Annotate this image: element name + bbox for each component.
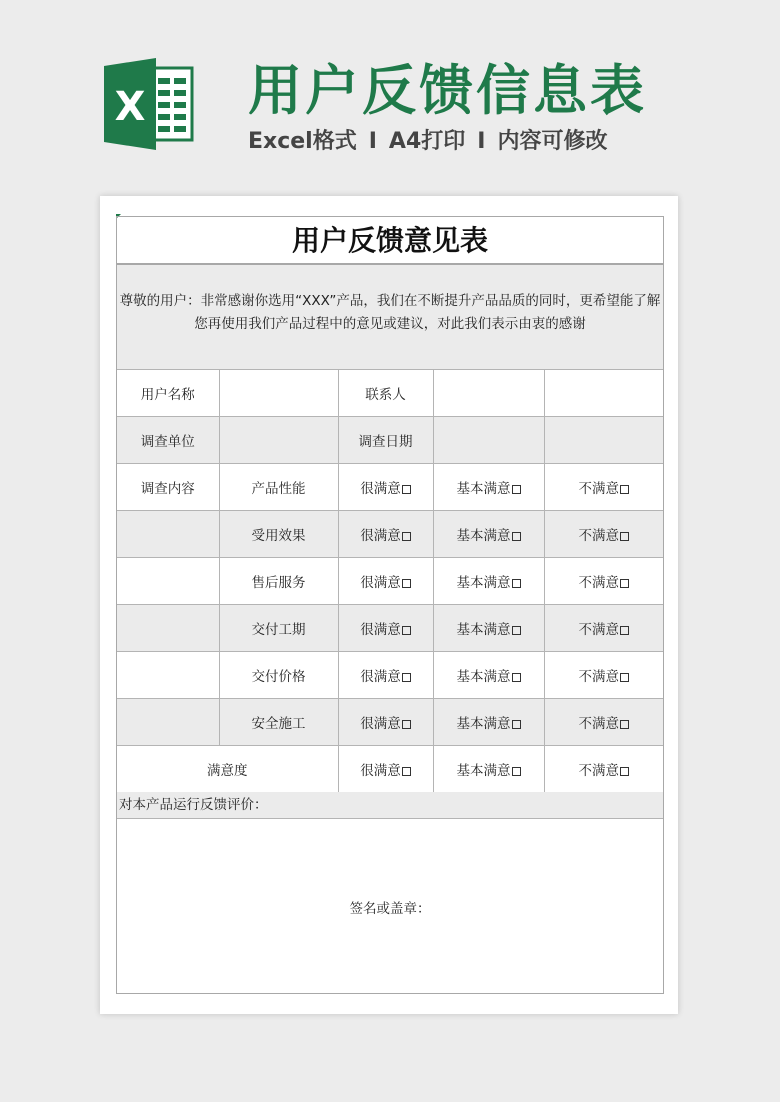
username-field[interactable]: [219, 370, 338, 417]
item-label: 交付工期: [219, 605, 338, 652]
checkbox-icon[interactable]: [402, 626, 411, 635]
item-label: 交付价格: [219, 652, 338, 699]
option-very-satisfied[interactable]: 很满意: [338, 464, 433, 511]
checkbox-icon[interactable]: [512, 767, 521, 776]
blank-cell: [117, 558, 219, 605]
option-basically-satisfied[interactable]: 基本满意: [433, 605, 544, 652]
table-row: [117, 746, 663, 793]
checkbox-icon[interactable]: [402, 767, 411, 776]
document-page: [100, 196, 678, 1014]
option-dissatisfied[interactable]: 不满意: [544, 464, 663, 511]
checkbox-icon[interactable]: [402, 532, 411, 541]
username-label: 用户名称: [117, 370, 219, 417]
excel-logo-icon: [102, 56, 198, 152]
item-label: 产品性能: [219, 464, 338, 511]
option-very-satisfied[interactable]: 很满意: [338, 699, 433, 746]
contact-field-extra[interactable]: [544, 370, 663, 417]
blank-cell: [117, 511, 219, 558]
checkbox-icon[interactable]: [620, 673, 629, 682]
blank-cell: [117, 652, 219, 699]
form-intro-text: 尊敬的用户：非常感谢你选用“XXX”产品，我们在不断提升产品品质的同时，更希望能了解您再使用我们产品过程中的意见或建议，对此我们表示由衷的感谢: [117, 265, 663, 370]
option-basically-satisfied[interactable]: 基本满意: [433, 558, 544, 605]
subtitle-format: Excel格式: [248, 129, 357, 154]
banner-subtitle: [248, 124, 607, 160]
checkbox-icon[interactable]: [402, 673, 411, 682]
contact-field[interactable]: [433, 370, 544, 417]
feedback-table: [117, 370, 663, 793]
item-label: 售后服务: [219, 558, 338, 605]
checkbox-icon[interactable]: [620, 485, 629, 494]
option-dissatisfied[interactable]: 不满意: [544, 558, 663, 605]
checkbox-icon[interactable]: [620, 532, 629, 541]
table-row: [117, 417, 663, 464]
item-label: 受用效果: [219, 511, 338, 558]
table-row: [117, 511, 663, 558]
table-row: [117, 605, 663, 652]
checkbox-icon[interactable]: [512, 720, 521, 729]
checkbox-icon[interactable]: [402, 579, 411, 588]
option-very-satisfied[interactable]: 很满意: [338, 511, 433, 558]
blank-cell: [117, 699, 219, 746]
checkbox-icon[interactable]: [512, 579, 521, 588]
checkbox-icon[interactable]: [620, 767, 629, 776]
checkbox-icon[interactable]: [402, 485, 411, 494]
banner-header: [0, 0, 780, 190]
checkbox-icon[interactable]: [620, 579, 629, 588]
table-row: [117, 370, 663, 417]
checkbox-icon[interactable]: [512, 626, 521, 635]
table-row: [117, 652, 663, 699]
option-basically-satisfied[interactable]: 基本满意: [433, 699, 544, 746]
checkbox-icon[interactable]: [512, 485, 521, 494]
option-dissatisfied[interactable]: 不满意: [544, 746, 663, 793]
survey-unit-label: 调查单位: [117, 417, 219, 464]
option-very-satisfied[interactable]: 很满意: [338, 558, 433, 605]
blank-cell: [117, 605, 219, 652]
form-title: 用户反馈意见表: [117, 217, 663, 265]
option-very-satisfied[interactable]: 很满意: [338, 605, 433, 652]
signature-label: 签名或盖章：: [349, 901, 431, 917]
option-very-satisfied[interactable]: 很满意: [338, 746, 433, 793]
option-dissatisfied[interactable]: 不满意: [544, 511, 663, 558]
checkbox-icon[interactable]: [512, 532, 521, 541]
banner-title: 用户反馈信息表: [248, 59, 647, 122]
survey-unit-field[interactable]: [219, 417, 338, 464]
satisfaction-label: 满意度: [117, 746, 338, 793]
checkbox-icon[interactable]: [512, 673, 521, 682]
item-label: 安全施工: [219, 699, 338, 746]
option-dissatisfied[interactable]: 不满意: [544, 699, 663, 746]
checkbox-icon[interactable]: [402, 720, 411, 729]
option-dissatisfied[interactable]: 不满意: [544, 605, 663, 652]
option-dissatisfied[interactable]: 不满意: [544, 652, 663, 699]
subtitle-print: A4打印: [388, 129, 466, 154]
option-very-satisfied[interactable]: 很满意: [338, 652, 433, 699]
survey-date-field[interactable]: [433, 417, 544, 464]
option-basically-satisfied[interactable]: 基本满意: [433, 652, 544, 699]
evaluation-label: 对本产品运行反馈评价：: [117, 792, 663, 819]
logo-letter: X: [114, 84, 146, 130]
feedback-form: [116, 216, 664, 994]
contact-label: 联系人: [338, 370, 433, 417]
table-row: [117, 699, 663, 746]
survey-content-label: 调查内容: [117, 464, 219, 511]
table-row: [117, 464, 663, 511]
survey-date-label: 调查日期: [338, 417, 433, 464]
subtitle-editable: 内容可修改: [497, 129, 608, 154]
subtitle-separator: I: [368, 129, 377, 154]
checkbox-icon[interactable]: [620, 720, 629, 729]
option-basically-satisfied[interactable]: 基本满意: [433, 511, 544, 558]
table-row: [117, 558, 663, 605]
subtitle-separator: I: [477, 129, 486, 154]
checkbox-icon[interactable]: [620, 626, 629, 635]
option-basically-satisfied[interactable]: 基本满意: [433, 464, 544, 511]
survey-date-field-extra[interactable]: [544, 417, 663, 464]
option-basically-satisfied[interactable]: 基本满意: [433, 746, 544, 793]
